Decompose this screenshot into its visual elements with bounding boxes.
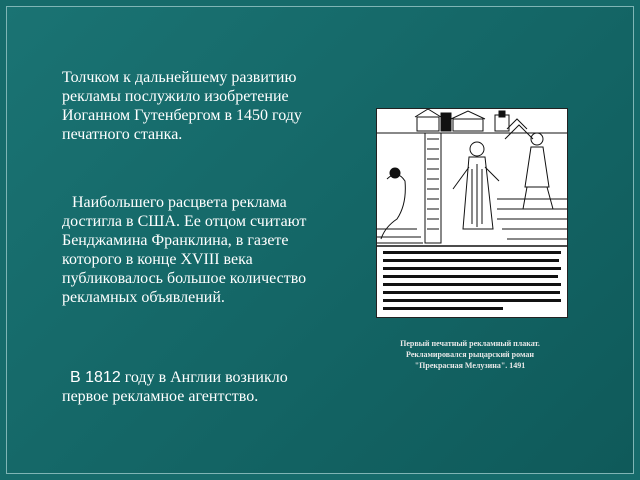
paragraph-3-rest: году в Англии возникло первое рекламное агентство. <box>62 369 288 405</box>
caption-line-1: Первый печатный рекламный плакат. <box>400 339 540 348</box>
caption-line-2: Рекламировался рыцарский роман <box>406 350 534 359</box>
paragraph-agency <box>62 368 312 406</box>
woodcut-poster-image <box>376 108 568 318</box>
paragraph-3-year: В 1812 <box>70 369 121 386</box>
caption-line-3: "Прекрасная Мелузина". 1491 <box>414 361 526 370</box>
poster-caption <box>380 338 560 371</box>
paragraph-1-text: Толчком к дальнейшему развитию рекламы послужило изобретение Иоганном Гутенбергом в 1450 году печатного станка. <box>62 69 302 143</box>
paragraph-gutenberg <box>62 68 322 144</box>
woodcut-illustration <box>377 109 567 317</box>
paragraph-franklin <box>62 193 317 307</box>
paragraph-2-text: Наибольшего расцвета реклама достигла в США. Ее отцом считают Бенджамина Франклина, в газете которого в конце XVIII века публиковалось большое количество рекламных объявлений. <box>62 194 307 306</box>
paragraph-3-text <box>62 368 312 406</box>
